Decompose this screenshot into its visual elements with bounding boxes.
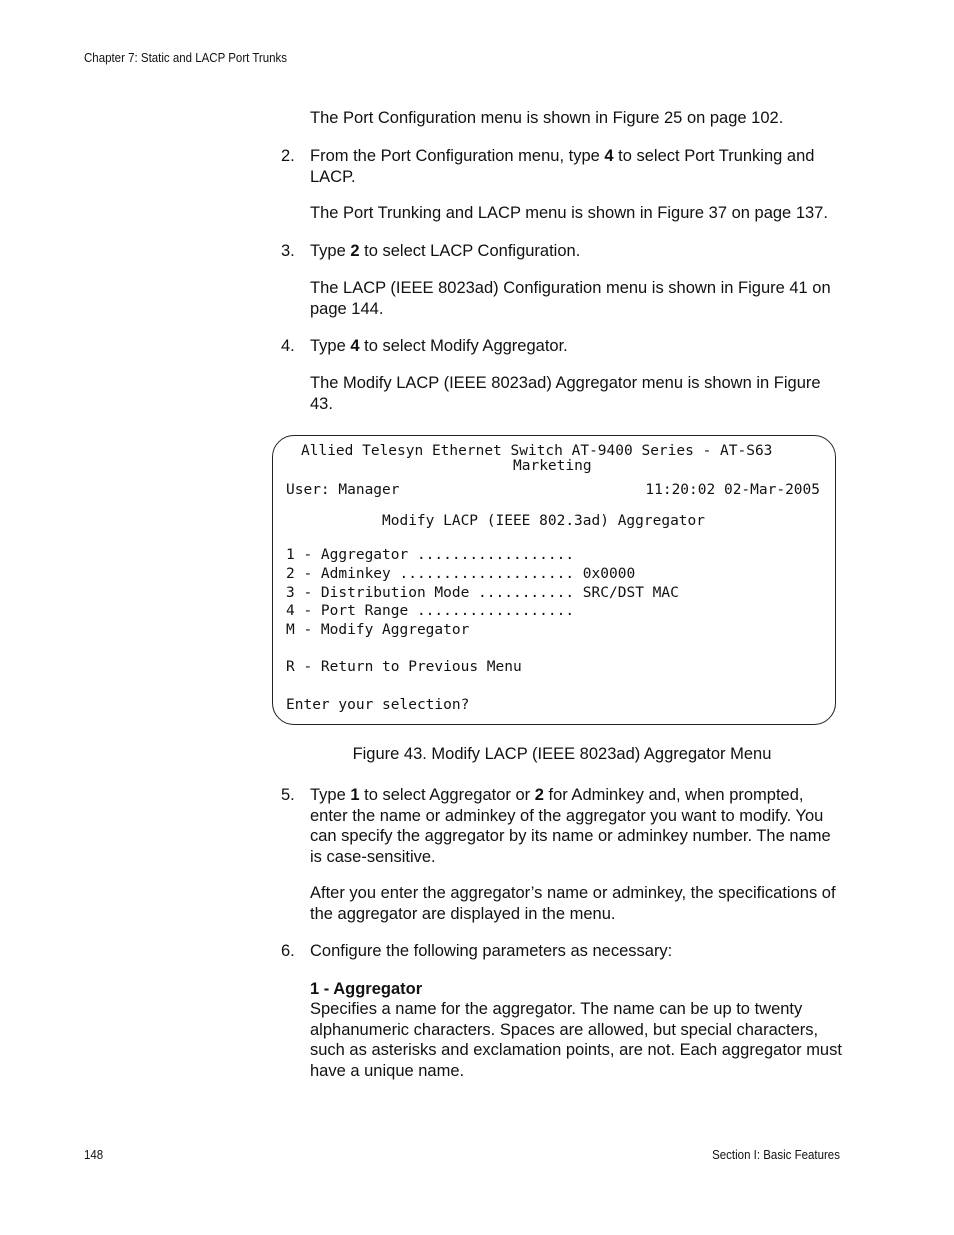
step-4-note: The Modify LACP (IEEE 8023ad) Aggregator menu is shown in Figure 43. (310, 374, 821, 413)
menu-item-port-range[interactable]: 4 - Port Range .................. (286, 603, 575, 619)
terminal-datetime: 11:20:02 02-Mar-2005 (645, 482, 820, 498)
step-3-key: 2 (350, 242, 360, 260)
step-6-text: Configure the following parameters as necessary: (310, 942, 673, 960)
step-5-key-2: 2 (534, 786, 544, 804)
menu-item-return[interactable]: R - Return to Previous Menu (286, 659, 522, 675)
step-3-text: Type 2 to select LACP Configuration. (310, 242, 581, 260)
step-4-text: Type 4 to select Modify Aggregator. (310, 337, 568, 355)
figure-caption: Figure 43. Modify LACP (IEEE 8023ad) Aggregator Menu (352, 745, 772, 763)
step-3-number: 3. (281, 242, 295, 260)
menu-item-modify-aggregator[interactable]: M - Modify Aggregator (286, 622, 470, 638)
step-2-text: From the Port Configuration menu, type 4 to select Port Trunking and LACP. (310, 147, 815, 186)
menu-item-adminkey[interactable]: 2 - Adminkey .................... 0x0000 (286, 566, 636, 582)
step-5-key-1: 1 (350, 786, 360, 804)
terminal-menu-title: Modify LACP (IEEE 802.3ad) Aggregator (382, 513, 706, 529)
step-2-key: 4 (604, 147, 614, 165)
terminal-title-line-2: Marketing (513, 458, 592, 474)
terminal-prompt[interactable]: Enter your selection? (286, 697, 470, 713)
step-4-key: 4 (350, 337, 360, 355)
step-2-note: The Port Trunking and LACP menu is shown in Figure 37 on page 137. (310, 204, 828, 222)
step-4-number: 4. (281, 337, 295, 355)
step-6-number: 6. (281, 942, 295, 960)
step-3-note: The LACP (IEEE 8023ad) Configuration menu is shown in Figure 41 on page 144. (310, 279, 831, 318)
menu-item-distribution-mode[interactable]: 3 - Distribution Mode ........... SRC/DST MAC (286, 585, 679, 601)
menu-item-aggregator[interactable]: 1 - Aggregator .................. (286, 547, 575, 563)
running-footer-section: Section I: Basic Features (712, 1148, 840, 1162)
step-5-note: After you enter the aggregator’s name or adminkey, the specifications of the aggregator are displayed in the menu. (310, 884, 836, 923)
intro-paragraph: The Port Configuration menu is shown in Figure 25 on page 102. (310, 109, 784, 127)
step-5-number: 5. (281, 786, 295, 804)
terminal-screen (272, 435, 836, 725)
page-number: 148 (84, 1148, 104, 1162)
step-2-number: 2. (281, 147, 295, 165)
terminal-title-line-1: Allied Telesyn Ethernet Switch AT-9400 Series - AT-S63 (301, 443, 773, 459)
parameter-title: 1 - Aggregator (310, 980, 423, 998)
step-5-text: Type 1 to select Aggregator or 2 for Adminkey and, when prompted, enter the name or adminkey of the aggregator you want to modify. You can specify the aggregator by its name or adminkey number. The name is case-sensitive. (310, 786, 831, 866)
running-header: Chapter 7: Static and LACP Port Trunks (84, 51, 288, 65)
parameter-description: Specifies a name for the aggregator. The name can be up to twenty alphanumeric characters. Spaces are allowed, but special characters, such as asterisks and exclamation points, are not. Each aggregator must have a unique name. (310, 1000, 842, 1080)
terminal-user: User: Manager (286, 482, 400, 498)
